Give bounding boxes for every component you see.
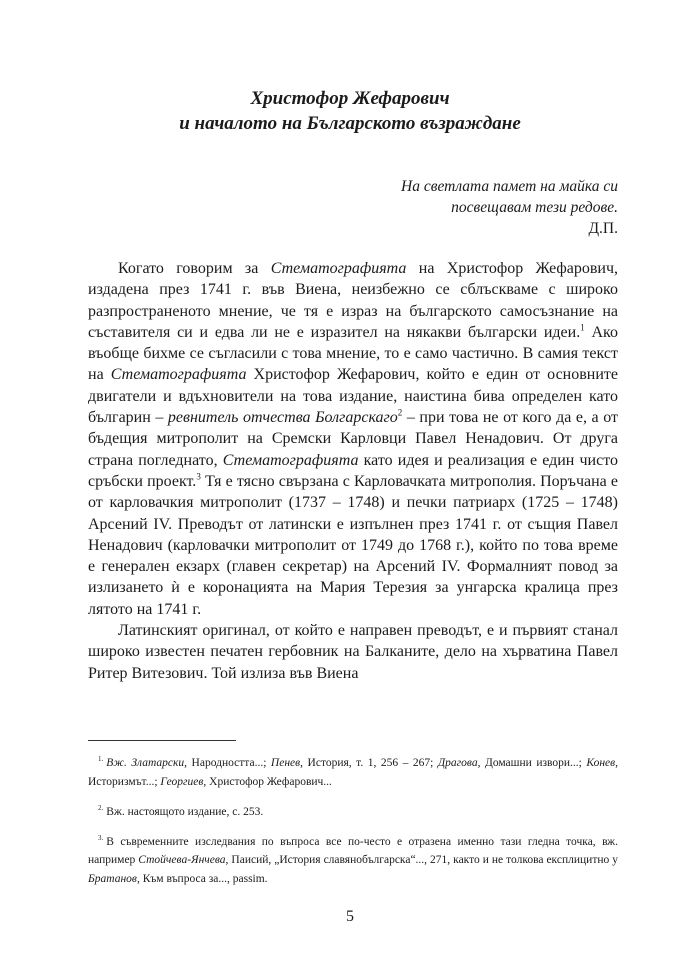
footnote-divider xyxy=(88,740,236,741)
italic-run: Стематографията xyxy=(270,260,407,277)
dedication xyxy=(401,176,618,239)
text-run: , Домашни извори...; xyxy=(477,756,587,769)
italic-run: Стематографията xyxy=(110,366,247,384)
footnote-mark: 2. xyxy=(98,803,104,812)
italic-run: Стойчева-Янчева xyxy=(138,854,226,867)
footnote-3 xyxy=(88,829,618,890)
text-run: като идея и реализация е един чисто сръбски проект. xyxy=(88,451,619,490)
italic-run: Драгова xyxy=(437,756,478,769)
footnote-mark: 1. xyxy=(98,755,104,763)
italic-run: Братанов xyxy=(88,873,137,886)
footnotes xyxy=(88,750,618,896)
italic-run: Вж. Златарски xyxy=(106,756,185,769)
text-run: Тя е тясно свързана с Карловачката митрополия. Поръчана е от карловачкия митрополит (1737 – 1748) и печки патриарх (1725 – 1748) Арсений IV. Преводът от латински е изпълнен през 1741 г. от същия Павел Ненадович (карловачки митрополит от 1749 до 1768 г.), който по това време е генерален екзарх (главен секретар) на Арсений IV. Формалният повод за излизането ѝ е коронацията на Мария Терезия за унгарска кралица през лятото на 1741 г. xyxy=(88,472,618,618)
footnote-1 xyxy=(88,750,618,792)
text-run: Ако въобще бихме се съгласили с това мнение, то е само частично. В самия текст на xyxy=(88,323,619,384)
italic-run: Стематографията xyxy=(222,451,359,469)
dedication-line-2: посвещавам тези редове. xyxy=(451,199,618,216)
body-text xyxy=(88,258,618,684)
text-run: , История, т. 1, 256 – 267; xyxy=(300,756,438,769)
text-run: В съвременните изследвания по въпроса все по-често е отразена именно тази гледна точка, вж. например xyxy=(88,835,618,867)
paragraph-2: Латинският оригинал, от който е направен преводът, е и първият станал широко известен печатен гербовник на Балканите, дело на хърватина Павел Ритер Витезович. Той излиза във Виена xyxy=(88,622,618,682)
text-run: Когато говорим за xyxy=(118,260,271,277)
italic-run: Конев xyxy=(586,756,616,769)
italic-run: ревнитель отчества Болгарскаго xyxy=(167,409,398,427)
text-run: – при това не от кого да е, а от бъдещия митрополит на Сремски Карловци Павел Ненадович. От друга страна погледнато, xyxy=(88,409,618,469)
text-run: на Христофор Жефарович, издадена през 1741 г. във Виена, неизбежно се сблъскваме с широко разпространеното мнение, че тя е израз на българското самосъзнание на съставителя си и едва ли не е изразител на някакви български идеи. xyxy=(88,260,619,341)
text-run: , Христофор Жефарович... xyxy=(203,775,332,788)
paragraph-1 xyxy=(88,258,618,620)
footnote-ref-2: 2 xyxy=(397,407,403,418)
dedication-signature: Д.П. xyxy=(588,220,618,237)
page-number: 5 xyxy=(346,908,354,925)
dedication-line-1: На светлата памет на майка си xyxy=(401,178,618,195)
footnote-ref-1: 1 xyxy=(580,322,585,333)
footnote-mark: 3. xyxy=(98,833,104,842)
text-run: , Народността...; xyxy=(184,756,271,769)
italic-run: Пенев xyxy=(270,756,301,769)
text-run: , Към въпроса за..., passim. xyxy=(136,873,268,886)
italic-run: Георгиев xyxy=(160,775,204,788)
footnote-ref-3: 3 xyxy=(196,471,201,482)
chapter-title-line-1: Христофор Жефарович xyxy=(250,88,450,109)
footnote-2 xyxy=(88,799,618,822)
text-run: , Паисий, „История славянобългарска“..., 271, както и не толкова експлицитно у xyxy=(225,854,618,867)
text-run: Вж. настоящото издание, с. 253. xyxy=(106,805,264,818)
text-run: Христофор Жефарович, който е един от основните двигатели и вдъхновители на това издание, наистина бива определен като българин – xyxy=(88,366,619,427)
chapter-title xyxy=(0,86,700,136)
chapter-title-line-2: и началото на Българското възраждане xyxy=(179,113,521,134)
text-run: , Историзмът...; xyxy=(88,756,619,788)
